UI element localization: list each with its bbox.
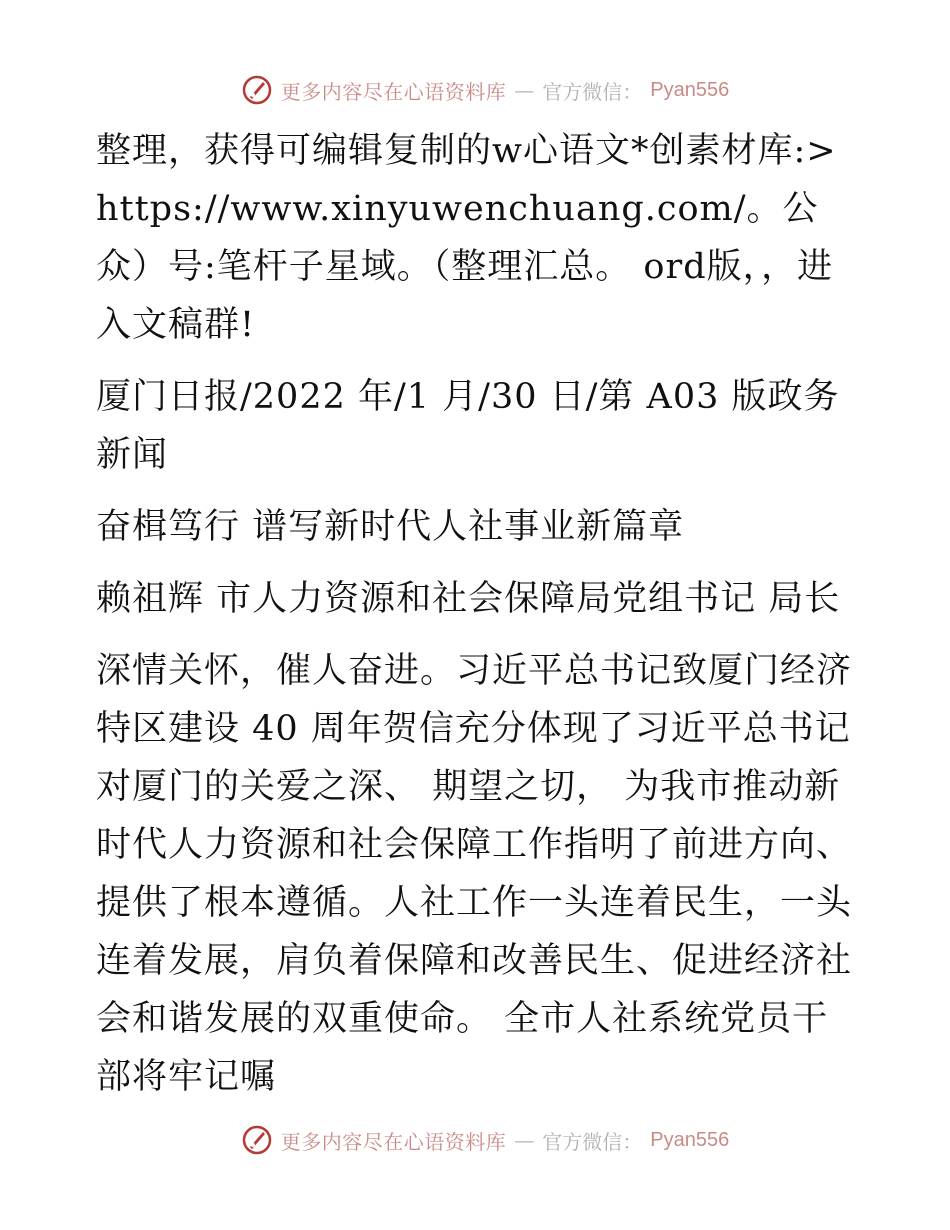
footer-watermark	[0, 1120, 950, 1160]
article-title: 奋楫笃行 谱写新时代人社事业新篇章	[96, 507, 685, 547]
watermark-wechat-id: Pyan556	[650, 78, 730, 101]
header-watermark	[0, 70, 950, 110]
watermark-wechat-label: 官方微信：	[542, 1129, 643, 1154]
paragraph-body: 深情关怀，催人奋进。习近平总书记致厦门经济特区建设 40 周年贺信充分体现了习近平总书记对厦门的关爱之深、 期望之切， 为我市推动新时代人力资源和社会保障工作指明了前进方向、提供了根本遵循。人社工作一头连着民生，一头连着发展，肩负着保障和改善民生、促进经济社会和谐发展的双重使命。 全市人社系统党员干部将牢记嘱	[96, 651, 853, 1097]
watermark-wechat-label: 官方微信：	[542, 79, 643, 104]
paragraph-source-note: 整理，获得可编辑复制的w心语文*创素材库:>https://www.xinyuwenchuang.com/。公众）号:笔杆子星域。（整理汇总。 ord版，，进入文稿群!	[96, 131, 837, 345]
quill-logo-icon	[241, 74, 273, 106]
article-author: 赖祖辉 市人力资源和社会保障局党组书记 局长	[96, 579, 841, 619]
watermark-site-text: 更多内容尽在心语资料库	[280, 79, 507, 104]
watermark-site-text: 更多内容尽在心语资料库	[280, 1129, 507, 1154]
quill-logo-icon	[241, 1124, 273, 1156]
watermark-separator: —	[514, 78, 535, 102]
paragraph-publication-info: 厦门日报/2022 年/1 月/30 日/第 A03 版政务新闻	[96, 377, 840, 475]
document-body	[96, 122, 856, 1120]
watermark-separator: —	[514, 1128, 535, 1152]
watermark-wechat-id: Pyan556	[650, 1128, 730, 1151]
